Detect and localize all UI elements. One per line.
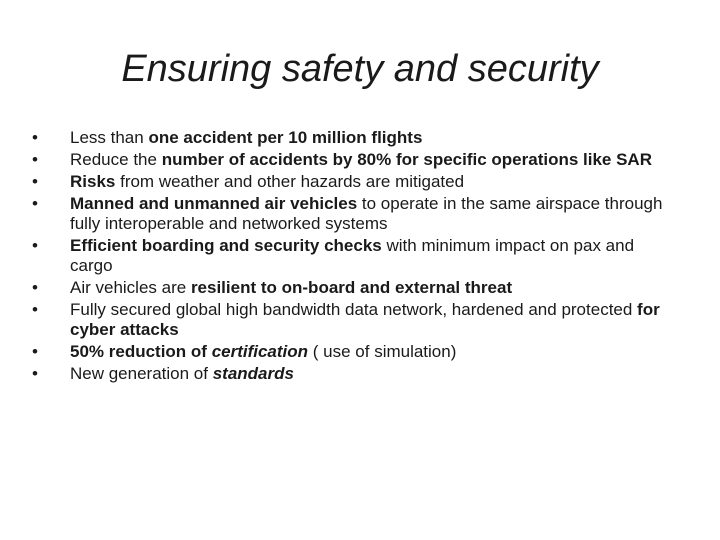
bullet-text-segment: resilient to on-board and external threat — [190, 278, 513, 297]
bullet-text-segment: 50% reduction of — [70, 342, 212, 361]
bullet-text-segment: ( use of simulation) — [308, 342, 457, 361]
bullet-text-segment: number of accidents by 80% for specific operations like SAR — [161, 150, 652, 169]
bullet-item — [28, 278, 668, 298]
bullet-marker: • — [32, 172, 38, 191]
bullet-text-segment: with minimum impact on pax and cargo — [70, 236, 635, 275]
bullet-marker: • — [32, 364, 38, 383]
bullet-text-segment: Fully secured global high bandwidth data network, hardened and protected — [70, 300, 638, 319]
bullet-text-segment: Reduce the — [70, 150, 162, 169]
bullet-text-segment: Air vehicles are — [70, 278, 191, 297]
bullet-marker: • — [32, 278, 38, 297]
bullet-item — [28, 194, 668, 234]
bullet-item — [28, 364, 668, 384]
bullet-marker: • — [32, 300, 38, 319]
bullet-text-segment: Manned and unmanned air vehicles — [70, 194, 358, 213]
slide-title: Ensuring safety and security — [121, 48, 599, 90]
bullet-text-segment: from weather and other hazards are mitigated — [115, 172, 465, 191]
bullet-item — [28, 150, 668, 170]
bullet-text-segment: Less than — [70, 128, 149, 147]
bullet-text-segment: Efficient boarding and security checks — [70, 236, 382, 255]
bullet-item — [28, 172, 668, 192]
bullet-item — [28, 300, 668, 340]
bullet-item — [28, 236, 668, 276]
bullet-text-segment: one accident per 10 million flights — [148, 128, 423, 147]
bullet-marker: • — [32, 342, 38, 361]
bullet-marker: • — [32, 150, 38, 169]
bullet-marker: • — [32, 194, 38, 213]
bullet-text-segment: certification — [211, 342, 309, 361]
bullet-text-segment: standards — [212, 364, 294, 383]
bullet-marker: • — [32, 236, 38, 255]
bullet-item — [28, 128, 668, 148]
bullet-text-segment: Risks — [70, 172, 116, 191]
bullet-text-segment: to operate in the same airspace through fully interoperable and networked systems — [70, 194, 663, 233]
bullet-text-segment: New generation of — [70, 364, 213, 383]
bullet-text-segment: for cyber attacks — [70, 300, 660, 339]
bullet-list — [28, 128, 668, 386]
bullet-marker: • — [32, 128, 38, 147]
bullet-item — [28, 342, 668, 362]
